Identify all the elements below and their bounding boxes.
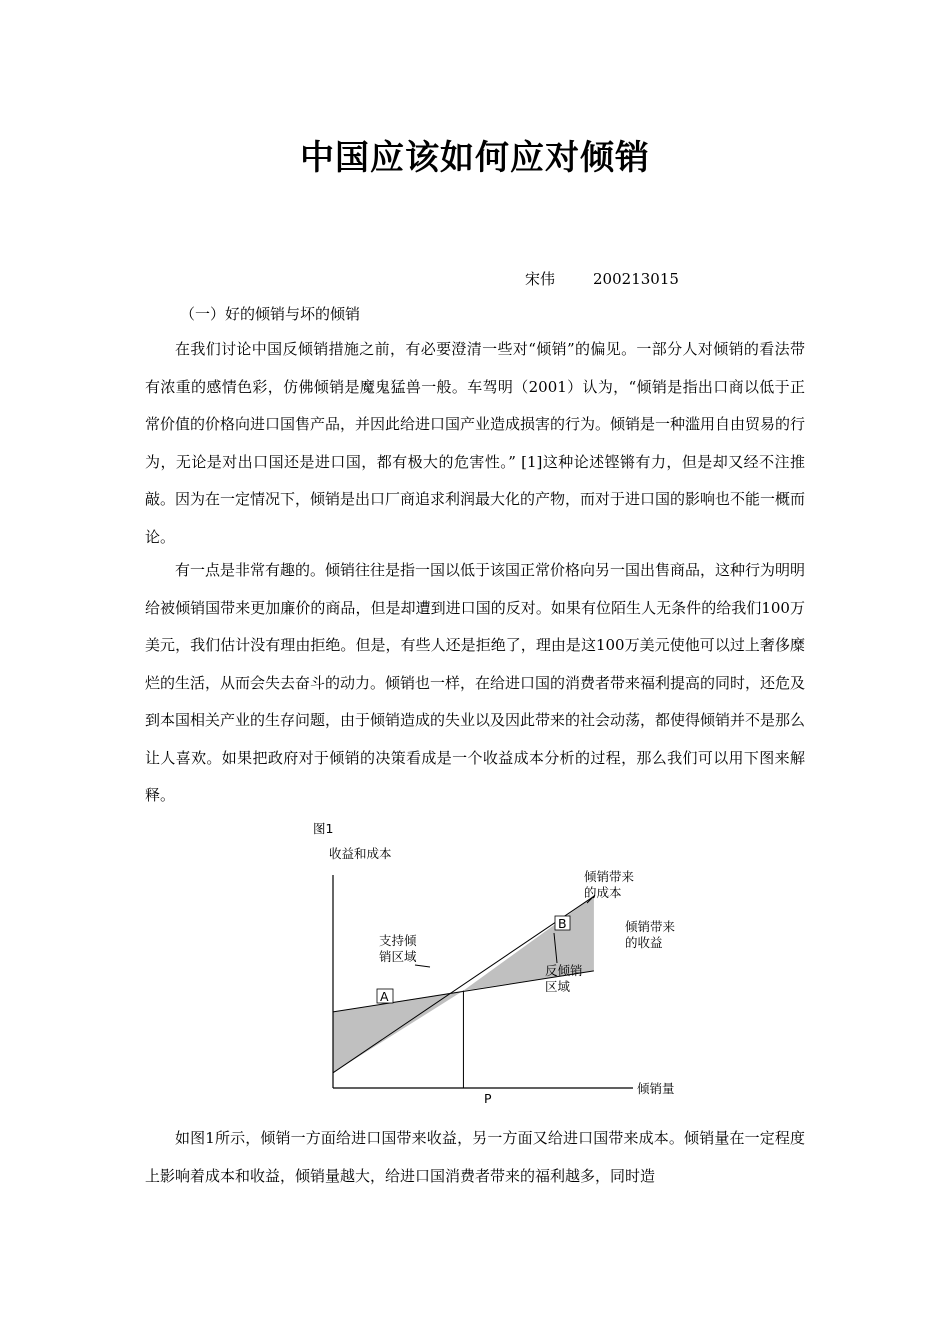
figure-chart — [305, 815, 705, 1110]
cost-label-1: 倾销带来 — [584, 869, 635, 884]
support-label-2: 销区域 — [379, 949, 417, 964]
cost-label-2: 的成本 — [584, 885, 622, 900]
author-line — [525, 268, 679, 289]
anti-label-1: 反倾销 — [545, 963, 583, 978]
region-a-label: A — [380, 989, 389, 1004]
figure-label: 图1 — [313, 821, 334, 836]
region-b-label: B — [558, 916, 567, 931]
paragraph: 在我们讨论中国反倾销措施之前，有必要澄清一些对“倾销”的偏见。一部分人对倾销的看法带有浓重的感情色彩，仿佛倾销是魔鬼猛兽一般。车驾明（2001）认为，“倾销是指出口商以低于正常价值的价格向进口国售产品，并因此给进口国产业造成损害的行为。倾销是一种滥用自由贸易的行为，无论是对出口国还是进口国，都有极大的危害性。” [1]这种论述铿锵有力，但是却又经不注推敲。因为在一定情况下，倾销是出口厂商追求利润最大化的产物，而对于进口国的影响也不能一概而论。 — [145, 340, 806, 546]
benefit-label-1: 倾销带来 — [625, 919, 676, 934]
figure-1 — [305, 815, 705, 1110]
paragraph: 如图1所示，倾销一方面给进口国带来收益，另一方面又给进口国带来成本。倾销量在一定程度上影响着成本和收益，倾销量越大，给进口国消费者带来的福利越多，同时造 — [145, 1129, 805, 1185]
x-tick-p: P — [484, 1091, 492, 1106]
paragraph: 有一点是非常有趣的。倾销往往是指一国以低于该国正常价格向另一国出售商品，这种行为明明给被倾销国带来更加廉价的商品，但是却遭到进口国的反对。如果有位陌生人无条件的给我们100万美元，我们估计没有理由拒绝。但是，有些人还是拒绝了，理由是这100万美元使他可以过上奢侈糜烂的生活，从而会失去奋斗的动力。倾销也一样，在给进口国的消费者带来福利提高的同时，还危及到本国相关产业的生存问题，由于倾销造成的失业以及因此带来的社会动荡，都使得倾销并不是那么让人喜欢。如果把政府对于倾销的决策看成是一个收益成本分析的过程，那么我们可以用下图来解释。 — [145, 561, 806, 804]
author-name: 宋伟 — [525, 270, 556, 288]
document-title: 中国应该如何应对倾销 — [300, 138, 650, 178]
x-axis-label: 倾销量 — [637, 1081, 675, 1096]
y-axis-label: 收益和成本 — [329, 846, 392, 861]
support-dumping-region — [333, 991, 463, 1073]
benefit-label-2: 的收益 — [625, 935, 663, 950]
section-heading: （一）好的倾销与坏的倾销 — [180, 305, 361, 323]
anti-label-2: 区域 — [545, 979, 571, 994]
support-pointer — [415, 965, 430, 967]
author-id: 200213015 — [593, 270, 679, 288]
support-label-1: 支持倾 — [379, 933, 417, 948]
